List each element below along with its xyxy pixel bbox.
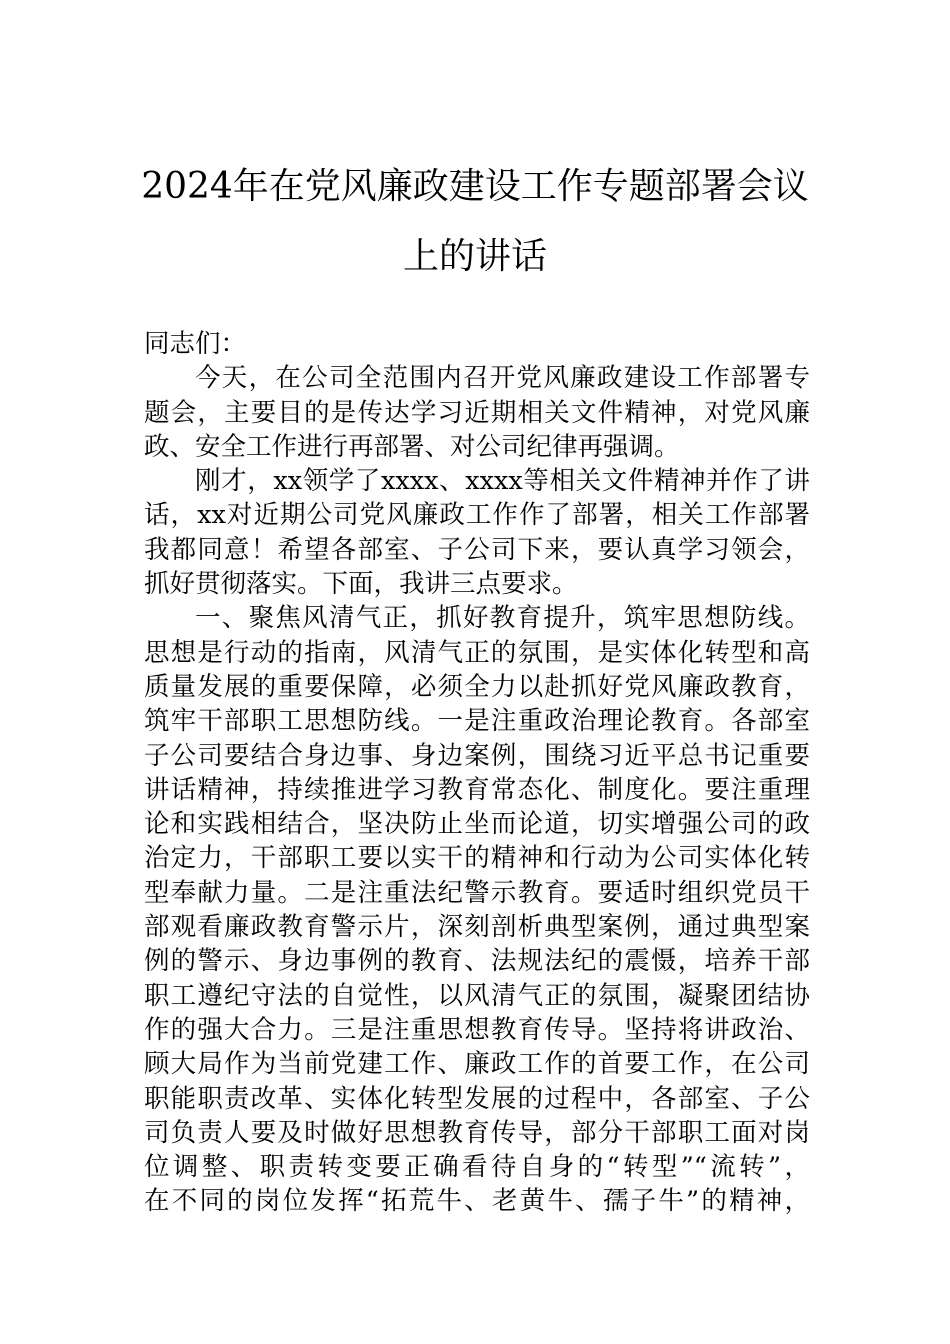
title-line-2: 上的讲话 (402, 236, 547, 277)
section-1-line: 筑牢干部职工思想防线。一是注重政治理论教育。各部室 (144, 706, 810, 737)
section-1-line: 例的警示、身边事例的教育、法规法纪的震慑，培养干部 (144, 946, 810, 977)
title-line-1: 2024年在党风廉政建设工作专题部署会议 (141, 166, 809, 207)
section-1-line: 职能职责改革、实体化转型发展的过程中，各部室、子公 (144, 1083, 810, 1114)
paragraph-1-line: 今天，在公司全范围内召开党风廉政建设工作部署专 (195, 363, 810, 394)
section-1-line: 司负责人要及时做好思想教育传导，部分干部职工面对岗 (144, 1117, 810, 1148)
salutation: 同志们： (144, 329, 247, 359)
section-1-line: 论和实践相结合，坚决防止坐而论道，切实增强公司的政 (144, 809, 810, 840)
section-1-line: 质量发展的重要保障，必须全力以赴抓好党风廉政教育， (144, 671, 810, 702)
section-1-line: 作的强大合力。三是注重思想教育传导。坚持将讲政治、 (144, 1014, 810, 1045)
section-1-line: 在不同的岗位发挥“拓荒牛、老黄牛、孺子牛”的精神， (144, 1186, 810, 1217)
section-1-line: 部观看廉政教育警示片，深刻剖析典型案例，通过典型案 (144, 912, 810, 943)
document-body (144, 327, 810, 1219)
section-1-line: 讲话精神，持续推进学习教育常态化、制度化。要注重理 (144, 774, 810, 805)
paragraph-2-line: 话，xx对近期公司党风廉政工作作了部署，相关工作部署 (144, 500, 810, 531)
section-1-line: 型奉献力量。二是注重法纪警示教育。要适时组织党员干 (144, 877, 810, 908)
document-title (140, 152, 810, 292)
section-1-line: 位调整、职责转变要正确看待自身的“转型”“流转”， (144, 1152, 810, 1183)
paragraph-2-line: 抓好贯彻落实。下面，我讲三点要求。 (144, 569, 578, 600)
paragraph-2-line: 刚才，xx领学了xxxx、xxxx等相关文件精神并作了讲 (195, 466, 810, 497)
paragraph-1-line: 政、安全工作进行再部署、对公司纪律再强调。 (144, 431, 680, 462)
section-1-line: 治定力，干部职工要以实干的精神和行动为公司实体化转 (144, 843, 810, 874)
section-1-line: 子公司要结合身边事、身边案例，围绕习近平总书记重要 (144, 740, 810, 771)
section-1-heading: 一、聚焦风清气正，抓好教育提升，筑牢思想防线。 (195, 603, 810, 634)
paragraph-1-line: 题会，主要目的是传达学习近期相关文件精神，对党风廉 (144, 397, 810, 428)
section-1-line: 职工遵纪守法的自觉性，以风清气正的氛围，凝聚团结协 (144, 980, 810, 1011)
paragraph-2-line: 我都同意！希望各部室、子公司下来，要认真学习领会， (144, 534, 810, 565)
section-1-line: 思想是行动的指南，风清气正的氛围，是实体化转型和高 (144, 637, 810, 668)
section-1-line: 顾大局作为当前党建工作、廉政工作的首要工作，在公司 (144, 1049, 810, 1080)
